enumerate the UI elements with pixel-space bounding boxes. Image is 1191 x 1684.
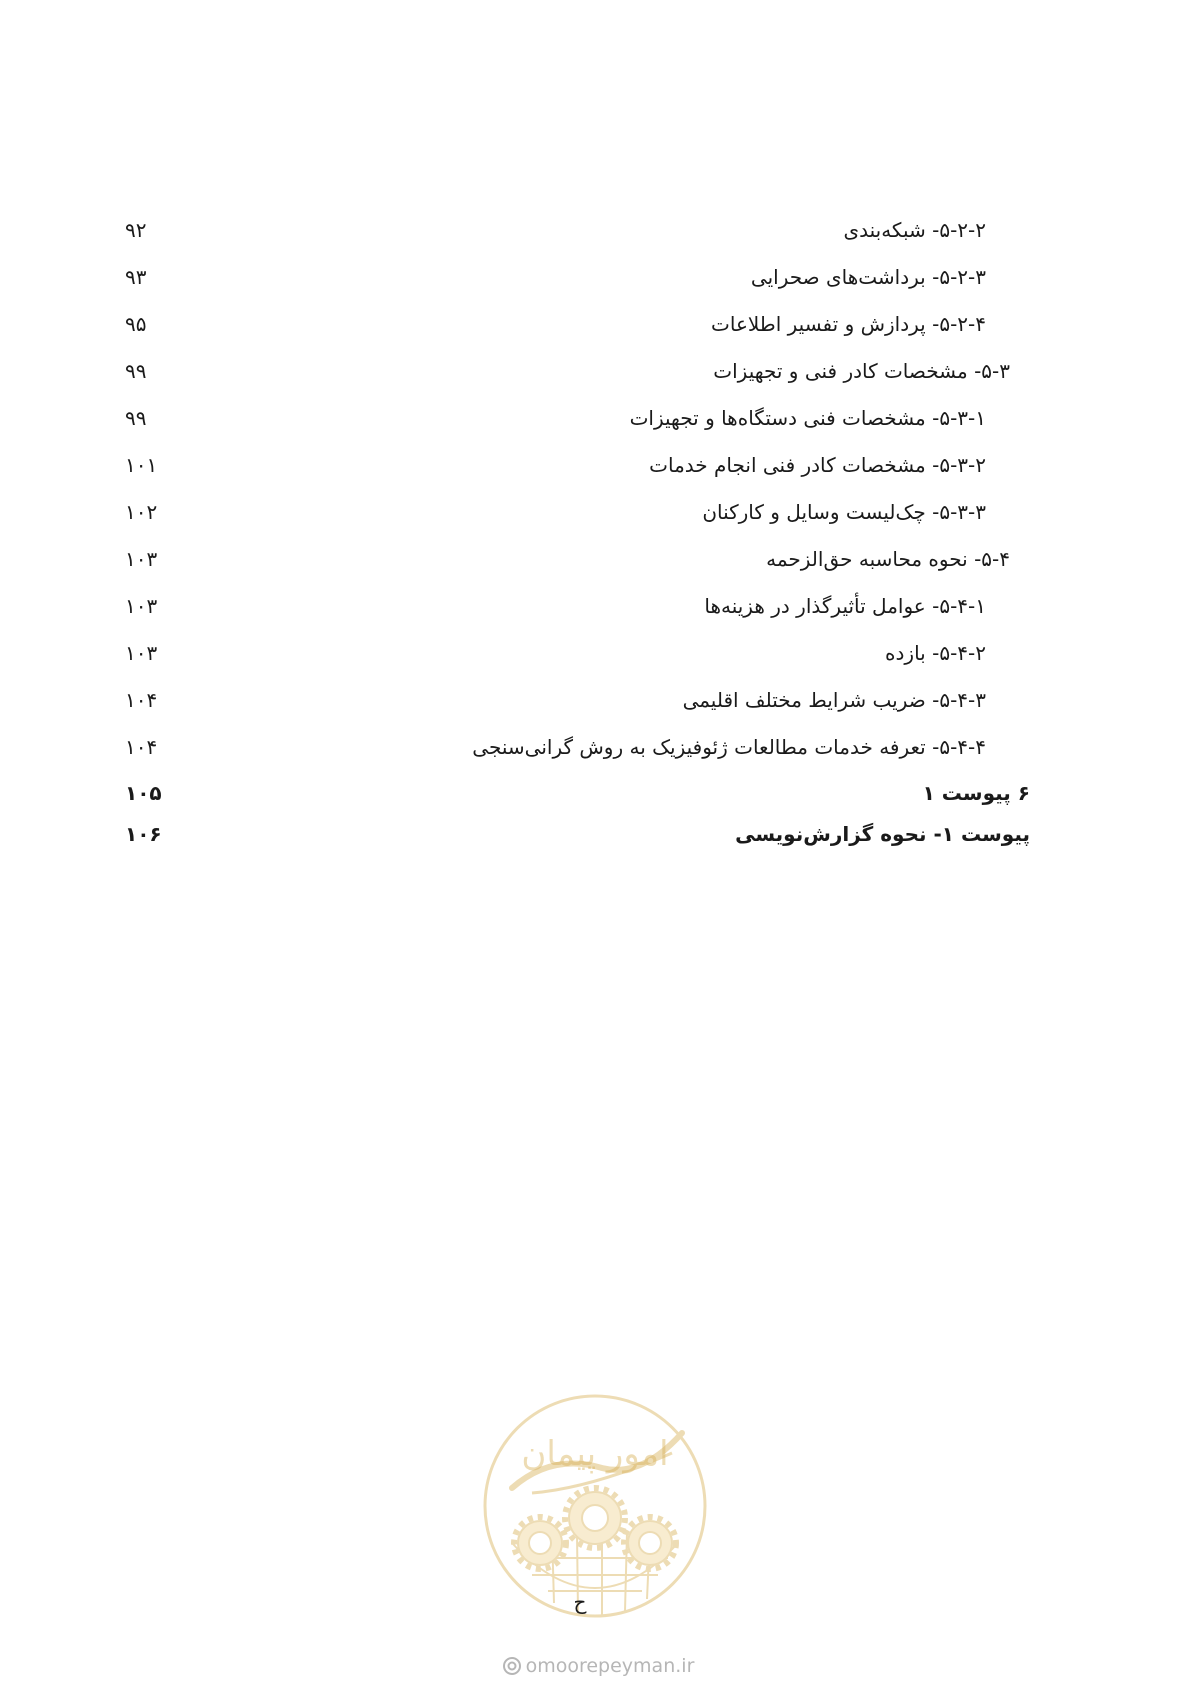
watermark-text: omoorepeyman.ir <box>525 1655 695 1677</box>
toc-entry-page: ۱۰۶ <box>125 822 162 846</box>
toc-entry-page: ۱۰۴ <box>125 688 158 712</box>
toc-entry-title: ۶ پیوست ۱ <box>922 781 1030 805</box>
toc-entry-title: ۵-۴- نحوه محاسبه حق‌الزحمه <box>766 547 1010 571</box>
toc-entry-page: ۹۹ <box>125 359 147 383</box>
toc-entry-title: ۵-۳-۳- چک‌لیست وسایل و کارکنان <box>702 500 986 524</box>
toc-entry-title: ۵-۳-۲- مشخصات کادر فنی انجام خدمات <box>649 453 986 477</box>
toc-entry-title: ۵-۲-۲- شبکه‌بندی <box>843 218 986 242</box>
toc-entry[interactable] <box>125 211 1030 249</box>
toc-entry-page: ۹۵ <box>125 312 147 336</box>
toc-entry-page: ۱۰۱ <box>125 453 158 477</box>
at-icon <box>502 1656 522 1676</box>
gear-seal-logo <box>482 1393 708 1619</box>
toc-entry-page: ۱۰۲ <box>125 500 158 524</box>
toc-entry-title: پیوست ۱- نحوه گزارش‌نویسی <box>735 822 1030 846</box>
page-number: ح <box>573 1590 587 1614</box>
toc-entry-title: ۵-۴-۱- عوامل تأثیرگذار در هزینه‌ها <box>704 594 986 618</box>
toc-entry[interactable] <box>125 681 1030 719</box>
toc-entry-page: ۱۰۵ <box>125 781 162 805</box>
toc-entry-title: ۵-۲-۴- پردازش و تفسیر اطلاعات <box>711 312 986 336</box>
toc-entry[interactable] <box>125 258 1030 296</box>
toc-entry[interactable] <box>125 352 1030 390</box>
toc-entry[interactable] <box>125 540 1030 578</box>
toc-entry-title: ۵-۴-۳- ضریب شرایط مختلف اقلیمی <box>682 688 986 712</box>
toc-entry-page: ۱۰۴ <box>125 735 158 759</box>
toc-entry-title: ۵-۲-۳- برداشت‌های صحرایی <box>750 265 986 289</box>
toc-entry-page: ۹۳ <box>125 265 147 289</box>
toc-entry-page: ۱۰۳ <box>125 641 158 665</box>
toc-entry-page: ۹۹ <box>125 406 147 430</box>
toc-entry[interactable] <box>125 493 1030 531</box>
toc-entry-title: ۵-۳- مشخصات کادر فنی و تجهیزات <box>713 359 1010 383</box>
watermark <box>493 1652 703 1680</box>
toc-entry[interactable] <box>125 634 1030 672</box>
toc-entry-page: ۱۰۳ <box>125 547 158 571</box>
toc-entry[interactable] <box>125 399 1030 437</box>
toc-entry-page: ۹۲ <box>125 218 147 242</box>
toc-entry-title: ۵-۳-۱- مشخصات فنی دستگاه‌ها و تجهیزات <box>629 406 986 430</box>
toc-entry[interactable] <box>125 728 1030 766</box>
toc-entry[interactable] <box>125 587 1030 625</box>
toc-entry[interactable] <box>125 446 1030 484</box>
toc-entry-title: ۵-۴-۴- تعرفه خدمات مطالعات ژئوفیزیک به روش گرانی‌سنجی <box>472 735 986 759</box>
toc-entry[interactable] <box>125 774 1030 812</box>
svg-text:امور پیمان: امور پیمان <box>521 1434 669 1474</box>
toc-entry[interactable] <box>125 815 1030 853</box>
toc-entry[interactable] <box>125 305 1030 343</box>
toc-entry-title: ۵-۴-۲- بازده <box>885 641 986 665</box>
toc-entry-page: ۱۰۳ <box>125 594 158 618</box>
